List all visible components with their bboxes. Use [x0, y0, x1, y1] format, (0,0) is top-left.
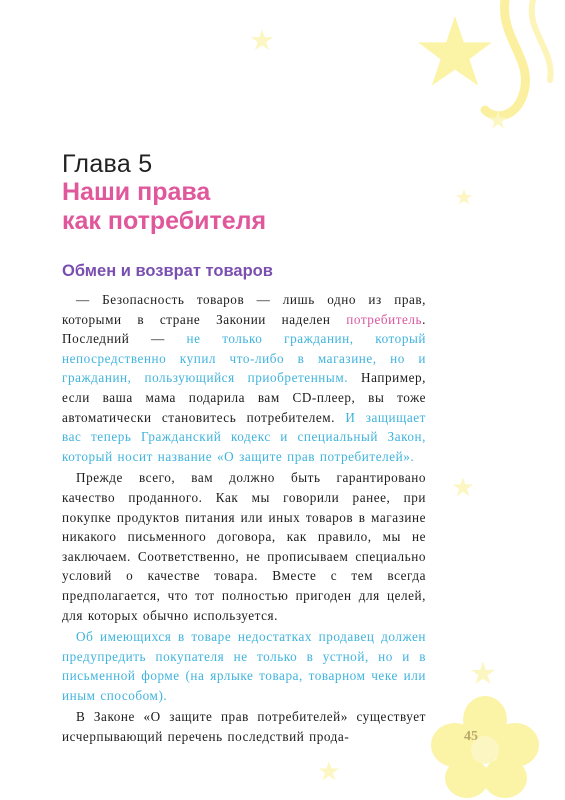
highlight-definition: не только гражданин, который непосредственно купил что-либо в магазине, но и гражданин, пользующийся приобретенным. [62, 331, 426, 386]
chapter-title [62, 178, 266, 236]
star-small-icon [455, 188, 473, 206]
star-small-icon [470, 660, 496, 686]
star-large-icon [415, 12, 495, 92]
text-run: . Последний — [62, 311, 426, 347]
star-small-icon [452, 476, 474, 498]
section-title: Обмен и возврат товаров [62, 262, 273, 280]
chapter-title-line-1: Наши права [62, 178, 211, 206]
text-run: — Безопасность товаров — лишь одно из прав, которыми в стране Законии наделен [62, 292, 426, 327]
paragraph: В Законе «О защите прав потребителей» существует исчерпывающий перечень последствий прода- [62, 709, 426, 745]
chapter-label: Глава 5 [62, 150, 153, 178]
page-number: 45 [464, 729, 478, 744]
paragraph: Прежде всего, вам должно быть гарантировано качество проданного. Как мы говорили ранее, при покупке продуктов питания или иных товаров в магазине никакого письменного договора, как правило, мы не заключаем. Соответственно, не прописываем специально условий о качестве товара. Вместе с тем всегда предполагается, что тот полностью пригоден для целей, для которых обычно используется. [62, 470, 426, 623]
highlight-term: потребитель [346, 311, 423, 327]
highlight-paragraph: Об имеющихся в товаре недостатках продавец должен предупредить покупателя не только в устной, но и в письменной форме (на ярлыке товара, товарном чеке или иным способом). [62, 629, 426, 703]
text-run: Например, если ваша мама подарила вам CD-плеер, вы тоже автоматически становитесь потребителем. [62, 370, 426, 425]
star-small-icon [318, 760, 340, 782]
star-small-icon [250, 28, 274, 52]
star-small-icon [488, 110, 508, 130]
highlight-definition: И защищает вас теперь Гражданский кодекс и специальный Закон, который носит название «О защите прав потребителей». [62, 409, 426, 464]
chapter-title-line-2: как потребителя [62, 207, 267, 235]
body-text [62, 290, 426, 749]
flower-decoration [425, 690, 545, 800]
paragraph [62, 290, 426, 466]
